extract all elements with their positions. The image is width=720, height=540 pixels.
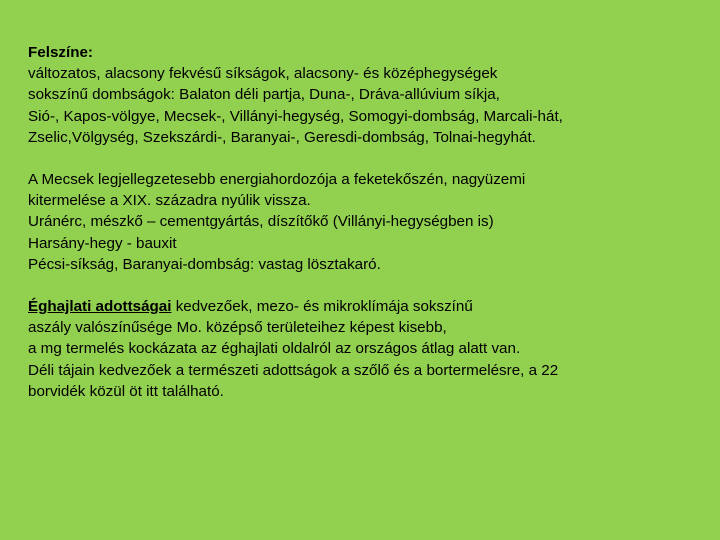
- slide-content: [28, 42, 708, 402]
- climate-line-3: a mg termelés kockázata az éghajlati oldalról az országos átlag alatt van.: [28, 340, 521, 358]
- resources-line-5: Pécsi-síkság, Baranyai-dombság: vastag lösztakaró.: [28, 255, 381, 273]
- climate-line-2: aszály valószínűsége Mo. középső területeihez képest kisebb,: [28, 319, 447, 337]
- surface-line-1: változatos, alacsony fekvésű síkságok, alacsony- és középhegységek: [28, 65, 498, 83]
- resources-line-4: Harsány-hegy - bauxit: [28, 234, 177, 252]
- surface-heading: Felszíne:: [28, 44, 93, 61]
- resources-line-2: kitermelése a XIX. századra nyúlik vissza.: [28, 192, 311, 210]
- climate-section: [28, 296, 708, 402]
- climate-heading: Éghajlati adottságai: [28, 298, 172, 316]
- surface-line-3: Sió-, Kapos-völgye, Mecsek-, Villányi-hegység, Somogyi-dombság, Marcali-hát,: [28, 107, 563, 125]
- climate-line-1: [28, 296, 708, 317]
- resources-section: [28, 169, 708, 275]
- climate-line-4: Déli tájain kedvezőek a természeti adottságok a szőlő és a bortermelésre, a 22: [28, 361, 559, 379]
- climate-line-1-rest: kedvezőek, mezo- és mikroklímája sokszínű: [171, 298, 473, 316]
- surface-line-2: sokszínű dombságok: Balaton déli partja, Duna-, Dráva-allúvium síkja,: [28, 86, 500, 104]
- climate-line-5: borvidék közül öt itt található.: [28, 382, 224, 400]
- surface-line-4: Zselic,Völgység, Szekszárdi-, Baranyai-, Geresdi-dombság, Tolnai-hegyhát.: [28, 128, 536, 146]
- resources-line-1: A Mecsek legjellegzetesebb energiahordozója a feketekőszén, nagyüzemi: [28, 171, 526, 189]
- surface-section: [28, 42, 708, 148]
- resources-line-3: Uránérc, mészkő – cementgyártás, díszítőkő (Villányi-hegységben is): [28, 213, 494, 231]
